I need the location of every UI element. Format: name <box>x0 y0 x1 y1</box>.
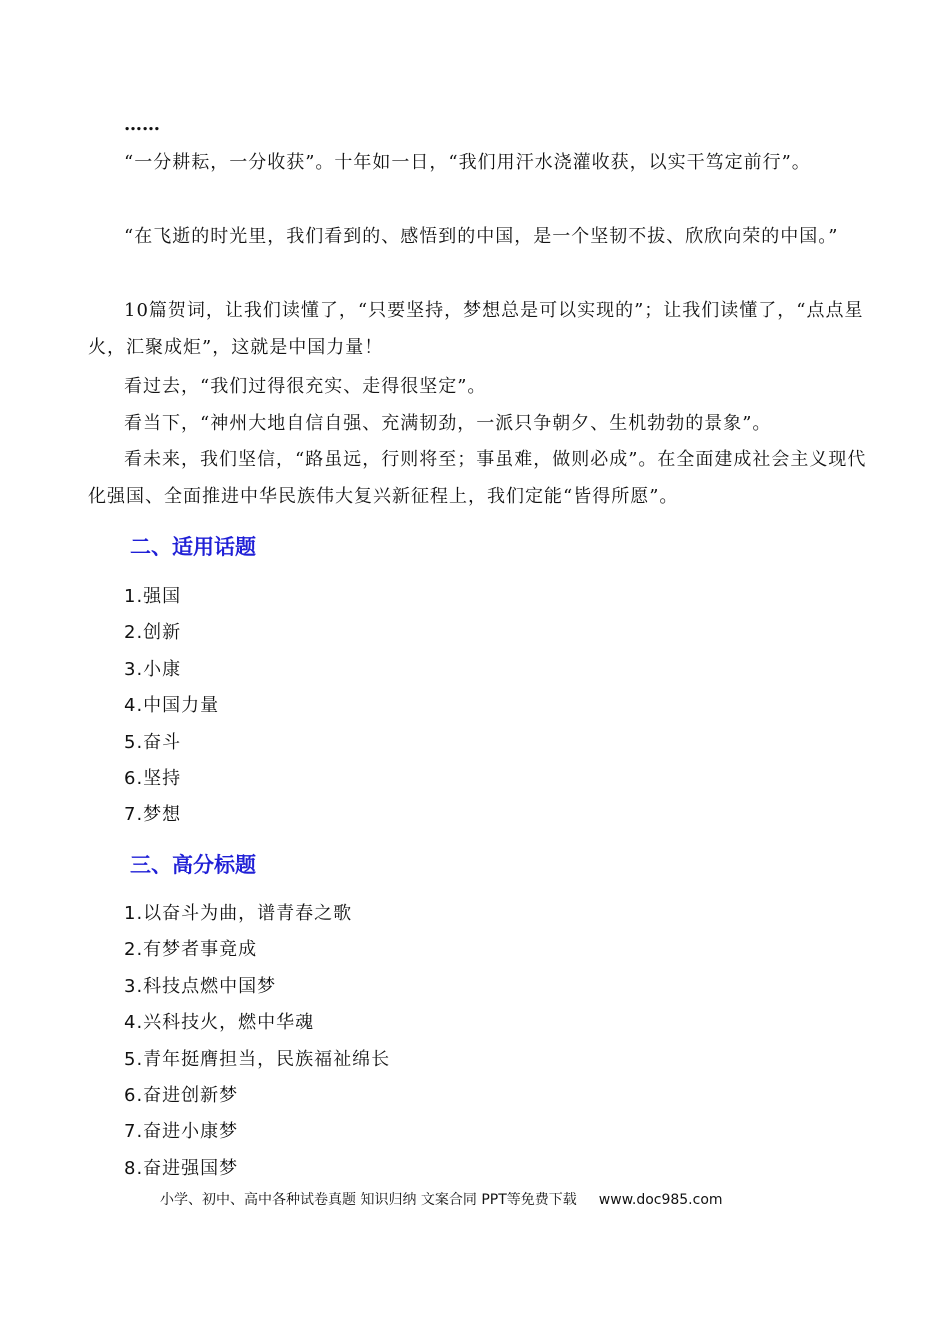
footer-site-link[interactable]: www.doc985.com <box>598 1192 723 1208</box>
footer-text: 小学、初中、高中各种试卷真题 知识归纳 文案合同 PPT等免费下载 <box>160 1192 577 1208</box>
list-item: 1.强国 <box>124 586 182 607</box>
paragraph-2: “在飞逝的时光里，我们看到的、感悟到的中国，是一个坚韧不拔、欣欣向荣的中国。” <box>124 226 839 247</box>
paragraph-6: 看未来，我们坚信，“路虽远，行则将至；事虽难，做则必成”。在全面建成社会主义现代化强国、全面推进中华民族伟大复兴新征程上，我们定能“皆得所愿”。 <box>88 449 867 507</box>
list-item: 6.坚持 <box>124 767 182 789</box>
topics-list <box>124 579 219 834</box>
list-item: 3.科技点燃中国梦 <box>124 975 277 997</box>
list-item: 4.兴科技火，燃中华魂 <box>124 1012 315 1034</box>
list-item: 5.奋斗 <box>124 731 182 753</box>
paragraph-4: 看过去，“我们过得很充实、走得很坚定”。 <box>124 376 487 397</box>
paragraph-1: “一分耕耘，一分收获”。十年如一日，“我们用汗水浇灌收获，以实干笃定前行”。 <box>124 152 811 173</box>
paragraph-5: 看当下，“神州大地自信自强、充满韧劲，一派只争朝夕、生机勃勃的景象”。 <box>124 413 772 434</box>
list-item: 6.奋进创新梦 <box>124 1084 239 1106</box>
list-item: 2.创新 <box>124 622 182 644</box>
ellipsis-marker: …… <box>124 114 160 135</box>
section-heading-topics: 二、适用话题 <box>130 535 256 559</box>
list-item: 7.奋进小康梦 <box>124 1121 239 1143</box>
list-item: 7.梦想 <box>124 804 182 826</box>
titles-list <box>124 896 390 1187</box>
list-item: 1.以奋斗为曲，谱青春之歌 <box>124 903 353 924</box>
list-item: 3.小康 <box>124 658 182 680</box>
page-footer <box>160 1189 723 1211</box>
list-item: 2.有梦者事竟成 <box>124 939 258 961</box>
list-item: 5.青年挺膺担当，民族福祉绵长 <box>124 1048 391 1070</box>
section-heading-titles: 三、高分标题 <box>130 853 256 877</box>
paragraph-3: 10篇贺词，让我们读懂了，“只要坚持，梦想总是可以实现的”；让我们读懂了，“点点星火，汇聚成炬”，这就是中国力量！ <box>88 300 864 358</box>
list-item: 4.中国力量 <box>124 695 220 717</box>
list-item: 8.奋进强国梦 <box>124 1157 239 1179</box>
